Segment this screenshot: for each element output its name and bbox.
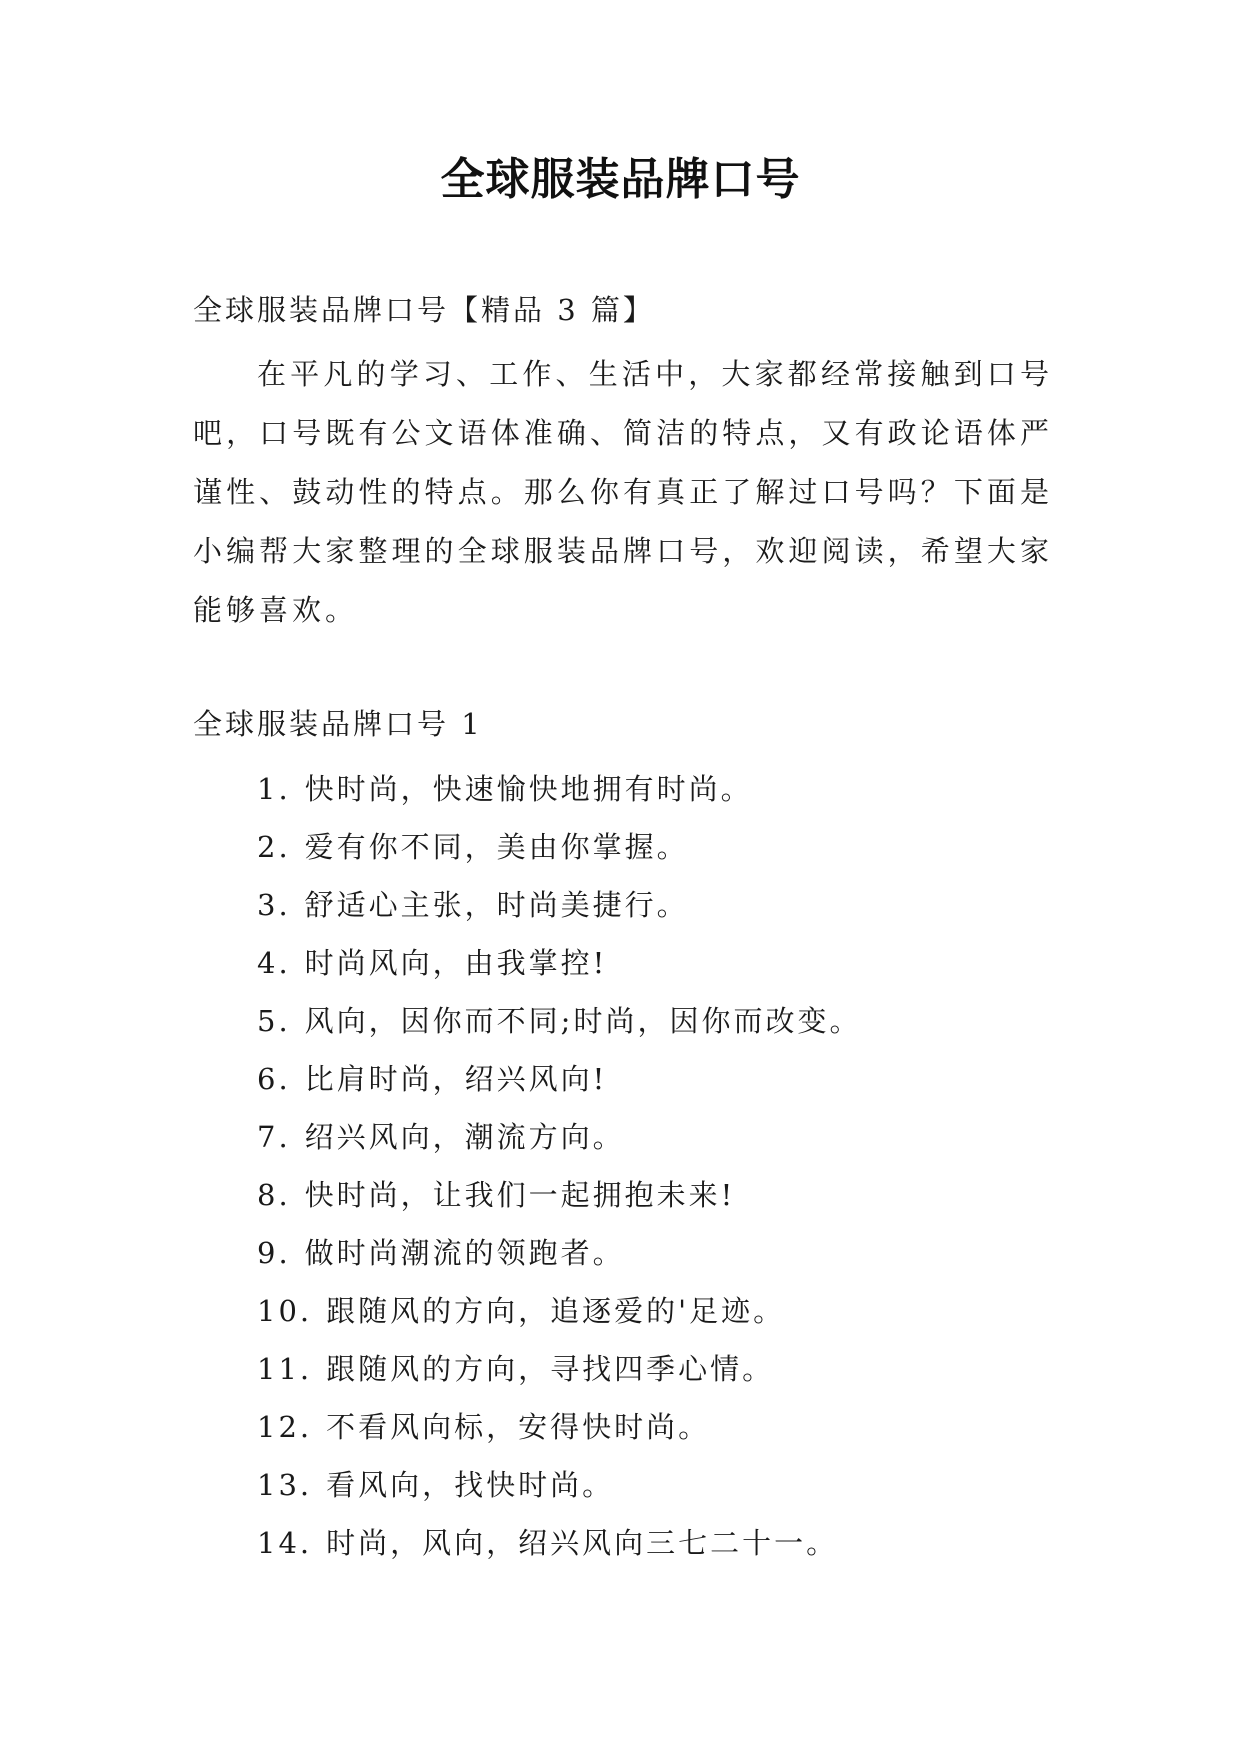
list-item <box>257 1456 861 1514</box>
list-item <box>257 876 861 934</box>
list-item-text: 爱有你不同，美由你掌握。 <box>304 830 689 864</box>
list-item-text: 风向，因你而不同;时尚，因你而改变。 <box>304 1004 862 1038</box>
list-item-text: 跟随风的方向，寻找四季心情。 <box>326 1352 775 1386</box>
list-item <box>257 1050 861 1108</box>
list-item <box>257 934 861 992</box>
list-item-number: 7. <box>257 1120 291 1154</box>
list-item-number: 9. <box>257 1236 291 1270</box>
list-item <box>257 1224 861 1282</box>
list-item-text: 舒适心主张，时尚美捷行。 <box>304 888 689 922</box>
list-item-number: 10. <box>257 1294 313 1328</box>
list-item-number: 12. <box>257 1410 313 1444</box>
list-item <box>257 1282 861 1340</box>
list-item-text: 快时尚，让我们一起拥抱未来! <box>304 1178 736 1212</box>
list-item-text: 比肩时尚，绍兴风向! <box>304 1062 608 1096</box>
list-item-text: 时尚风向，由我掌控! <box>304 946 608 980</box>
list-item-text: 快时尚，快速愉快地拥有时尚。 <box>304 772 753 806</box>
list-item-number: 6. <box>257 1062 291 1096</box>
list-item <box>257 818 861 876</box>
intro-paragraph: 在平凡的学习、工作、生活中，大家都经常接触到口号吧，口号既有公文语体准确、简洁的特点，又有政论语体严谨性、鼓动性的特点。那么你有真正了解过口号吗？下面是小编帮大家整理的全球服装品牌口号，欢迎阅读，希望大家能够喜欢。 <box>193 357 1053 627</box>
list-item-number: 1. <box>257 772 291 806</box>
list-item <box>257 1514 861 1572</box>
document-subtitle: 全球服装品牌口号【精品 3 篇】 <box>193 293 655 327</box>
list-item-text: 做时尚潮流的领跑者。 <box>304 1236 625 1270</box>
list-item-text: 不看风向标，安得快时尚。 <box>326 1410 711 1444</box>
list-item-text: 跟随风的方向，追逐爱的'足迹。 <box>326 1294 786 1328</box>
list-item-number: 5. <box>257 1004 291 1038</box>
slogan-list <box>257 760 861 1572</box>
list-item-number: 14. <box>257 1526 313 1560</box>
list-item <box>257 1108 861 1166</box>
list-item-text: 看风向，找快时尚。 <box>326 1468 615 1502</box>
list-item-number: 13. <box>257 1468 313 1502</box>
section-heading: 全球服装品牌口号 1 <box>193 707 483 741</box>
list-item-number: 2. <box>257 830 291 864</box>
list-item <box>257 1340 861 1398</box>
list-item <box>257 992 861 1050</box>
list-item-number: 8. <box>257 1178 291 1212</box>
document-title: 全球服装品牌口号 <box>440 154 801 205</box>
list-item <box>257 1166 861 1224</box>
list-item-text: 时尚，风向，绍兴风向三七二十一。 <box>326 1526 839 1560</box>
list-item-number: 4. <box>257 946 291 980</box>
list-item-text: 绍兴风向，潮流方向。 <box>304 1120 625 1154</box>
list-item-number: 3. <box>257 888 291 922</box>
list-item <box>257 760 861 818</box>
list-item <box>257 1398 861 1456</box>
list-item-number: 11. <box>257 1352 313 1386</box>
